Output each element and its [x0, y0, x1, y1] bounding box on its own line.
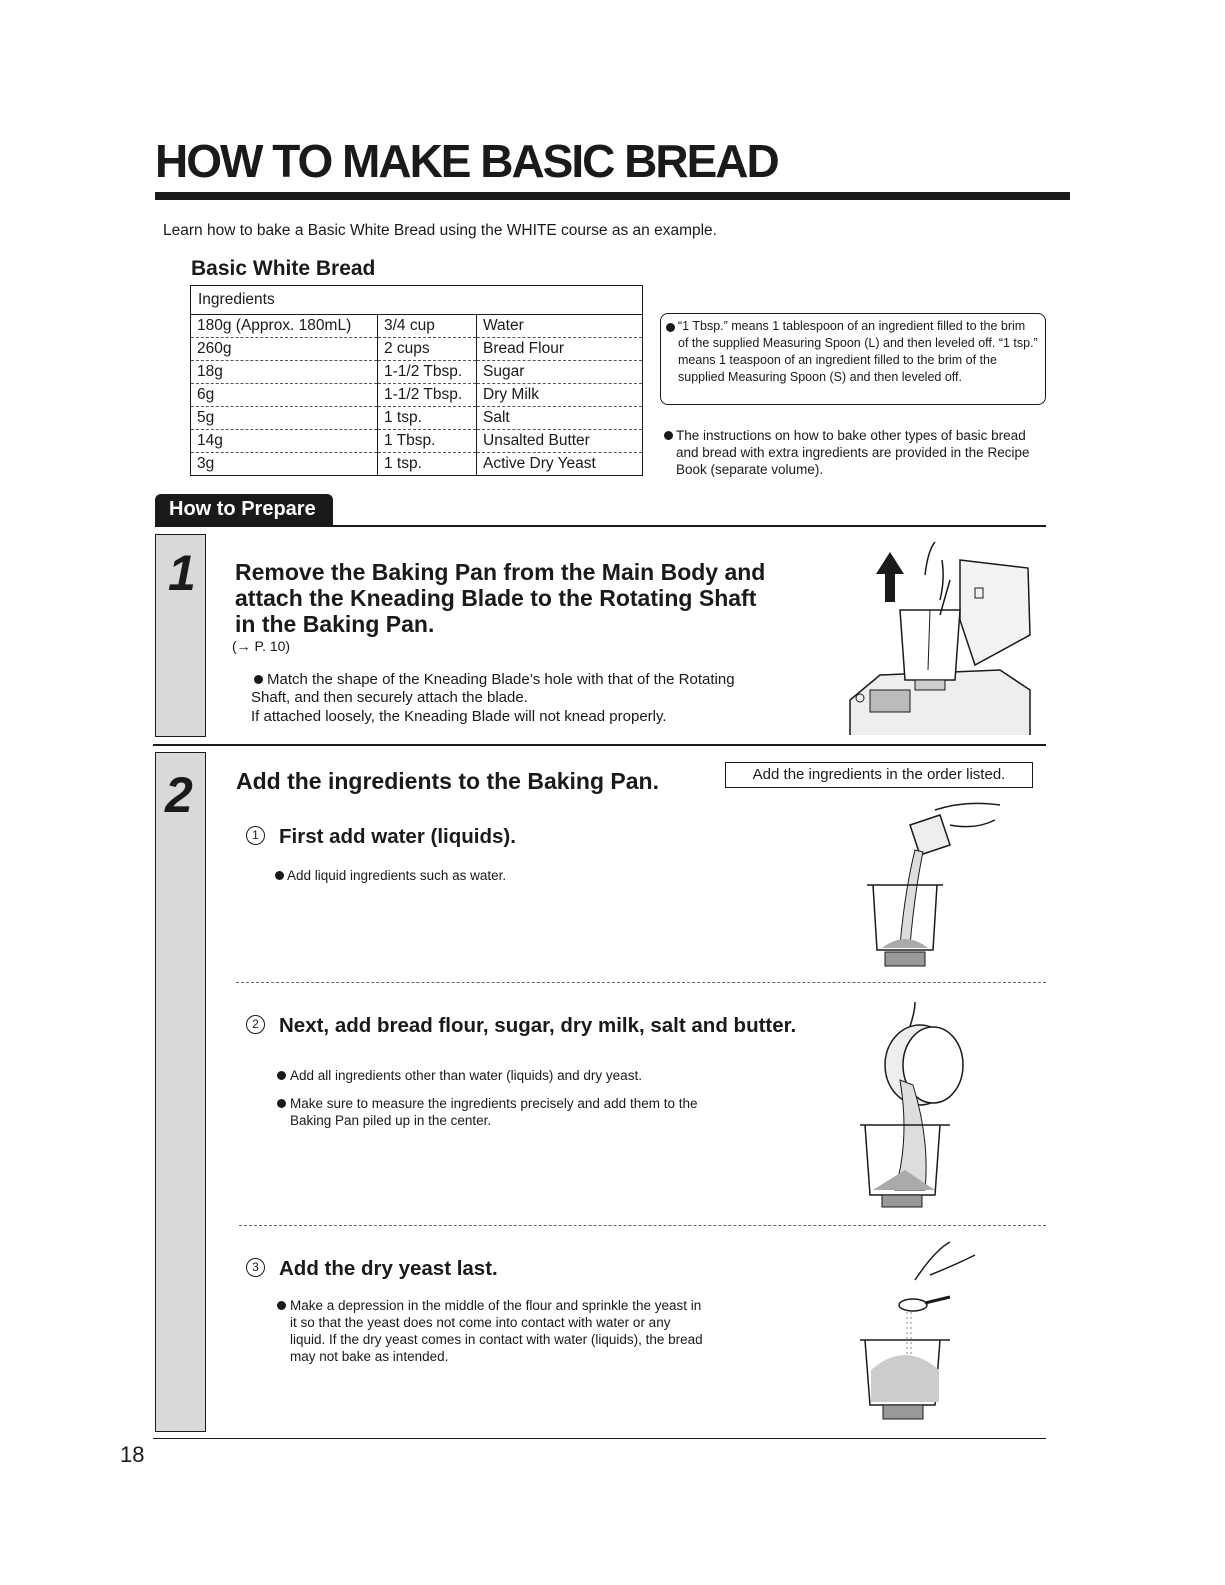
circled-number-3: 3	[246, 1258, 265, 1277]
bullet-icon	[666, 323, 675, 332]
step-2-column	[155, 752, 206, 1432]
substep-3-bullet-line1: Make a depression in the middle of the flour and sprinkle the yeast in	[290, 1298, 702, 1313]
substep-2-bullet2-line1: Make sure to measure the ingredients precisely and add them to the	[290, 1096, 698, 1111]
footer-rule	[153, 1438, 1046, 1439]
bullet-icon	[664, 431, 673, 440]
order-note-box: Add the ingredients in the order listed.	[725, 762, 1033, 788]
add-yeast-illustration	[855, 1240, 1005, 1425]
table-row	[191, 315, 643, 338]
cell-measure: 3/4 cup	[378, 315, 477, 338]
table-row	[191, 407, 643, 430]
page-number: 18	[120, 1442, 145, 1467]
cell-metric: 5g	[191, 407, 378, 430]
cell-metric: 6g	[191, 384, 378, 407]
step-2-heading: Add the ingredients to the Baking Pan.	[236, 768, 659, 794]
step-1-page-ref: (→ P. 10)	[232, 638, 291, 654]
step-2-number: 2	[165, 767, 193, 823]
step-1-heading-line2: attach the Kneading Blade to the Rotating Shaft	[235, 585, 757, 611]
intro-text: Learn how to bake a Basic White Bread using the WHITE course as an example.	[163, 222, 717, 239]
recipe-book-note: The instructions on how to bake other types of basic bread and bread with extra ingredients are provided in the Recipe Book (separate volume).	[676, 428, 1030, 477]
section-rule	[155, 525, 1046, 527]
cell-measure: 1 Tbsp.	[378, 430, 477, 453]
bread-maker-illustration	[840, 540, 1040, 740]
substep-2-bullet1: Add all ingredients other than water (liquids) and dry yeast.	[290, 1068, 642, 1083]
cell-measure: 1-1/2 Tbsp.	[378, 384, 477, 407]
circled-number-1: 1	[246, 826, 265, 845]
step-1-heading-line3: in the Baking Pan.	[235, 611, 435, 637]
title-rule	[155, 192, 1070, 200]
substep-1-title: First add water (liquids).	[279, 825, 516, 848]
ingredients-table	[190, 285, 643, 476]
page-title: HOW TO MAKE BASIC BREAD	[155, 135, 778, 187]
table-row	[191, 453, 643, 476]
bullet-icon	[275, 871, 284, 880]
section-tab-how-to-prepare: How to Prepare	[155, 494, 333, 526]
measure-note-box	[660, 313, 1046, 405]
cell-name: Bread Flour	[477, 338, 643, 361]
bullet-icon	[277, 1071, 286, 1080]
substep-1-heading	[246, 825, 516, 849]
measure-note: “1 Tbsp.” means 1 tablespoon of an ingredient filled to the brim of the supplied Measuring Spoon (L) and then leveled off. “1 tsp.” means 1 teaspoon of an ingredient filled to the brim of the supplied Measuring Spoon (S) and then leveled off.	[678, 319, 1038, 384]
cell-name: Sugar	[477, 361, 643, 384]
add-flour-illustration	[855, 1000, 1005, 1210]
substep-3-bullet-line2: it so that the yeast does not come into contact with water or any	[290, 1315, 671, 1330]
table-row	[191, 430, 643, 453]
cell-metric: 14g	[191, 430, 378, 453]
table-row	[191, 384, 643, 407]
cell-measure: 1 tsp.	[378, 407, 477, 430]
bullet-icon	[277, 1099, 286, 1108]
cell-name: Unsalted Butter	[477, 430, 643, 453]
ingredients-header: Ingredients	[191, 286, 643, 315]
substep-2-heading	[246, 1014, 796, 1038]
substep-3-bullet-line3: liquid. If the dry yeast comes in contact with water (liquids), the bread	[290, 1332, 703, 1347]
substep-2-bullet2-line2: Baking Pan piled up in the center.	[290, 1113, 492, 1128]
cell-metric: 18g	[191, 361, 378, 384]
pour-water-illustration	[855, 800, 1005, 970]
cell-metric: 180g (Approx. 180mL)	[191, 315, 378, 338]
cell-name: Dry Milk	[477, 384, 643, 407]
cell-measure: 2 cups	[378, 338, 477, 361]
cell-name: Salt	[477, 407, 643, 430]
cell-name: Water	[477, 315, 643, 338]
step-1-number: 1	[168, 545, 196, 601]
step-1-bullet-line2: Shaft, and then securely attach the blade.	[251, 689, 528, 706]
cell-measure: 1 tsp.	[378, 453, 477, 476]
substep-2-title: Next, add bread flour, sugar, dry milk, salt and butter.	[279, 1014, 797, 1037]
substep-divider	[239, 1225, 1046, 1226]
table-row	[191, 338, 643, 361]
substep-3-heading	[246, 1257, 498, 1281]
cell-measure: 1-1/2 Tbsp.	[378, 361, 477, 384]
table-row	[191, 361, 643, 384]
substep-1-bullet: Add liquid ingredients such as water.	[287, 868, 507, 883]
recipe-title: Basic White Bread	[191, 257, 376, 280]
cell-metric: 260g	[191, 338, 378, 361]
bullet-icon	[277, 1301, 286, 1310]
substep-divider	[236, 982, 1046, 983]
step-1-bullet-line1: Match the shape of the Kneading Blade’s hole with that of the Rotating	[267, 671, 735, 688]
step-1-heading-line1: Remove the Baking Pan from the Main Body and	[235, 559, 766, 585]
bullet-icon	[254, 675, 263, 684]
substep-3-title: Add the dry yeast last.	[279, 1257, 498, 1280]
step-1-bullet-line3: If attached loosely, the Kneading Blade will not knead properly.	[251, 708, 667, 725]
step-divider	[153, 744, 1046, 746]
substep-3-bullet-line4: may not bake as intended.	[290, 1349, 449, 1364]
circled-number-2: 2	[246, 1015, 265, 1034]
cell-metric: 3g	[191, 453, 378, 476]
cell-name: Active Dry Yeast	[483, 455, 596, 472]
